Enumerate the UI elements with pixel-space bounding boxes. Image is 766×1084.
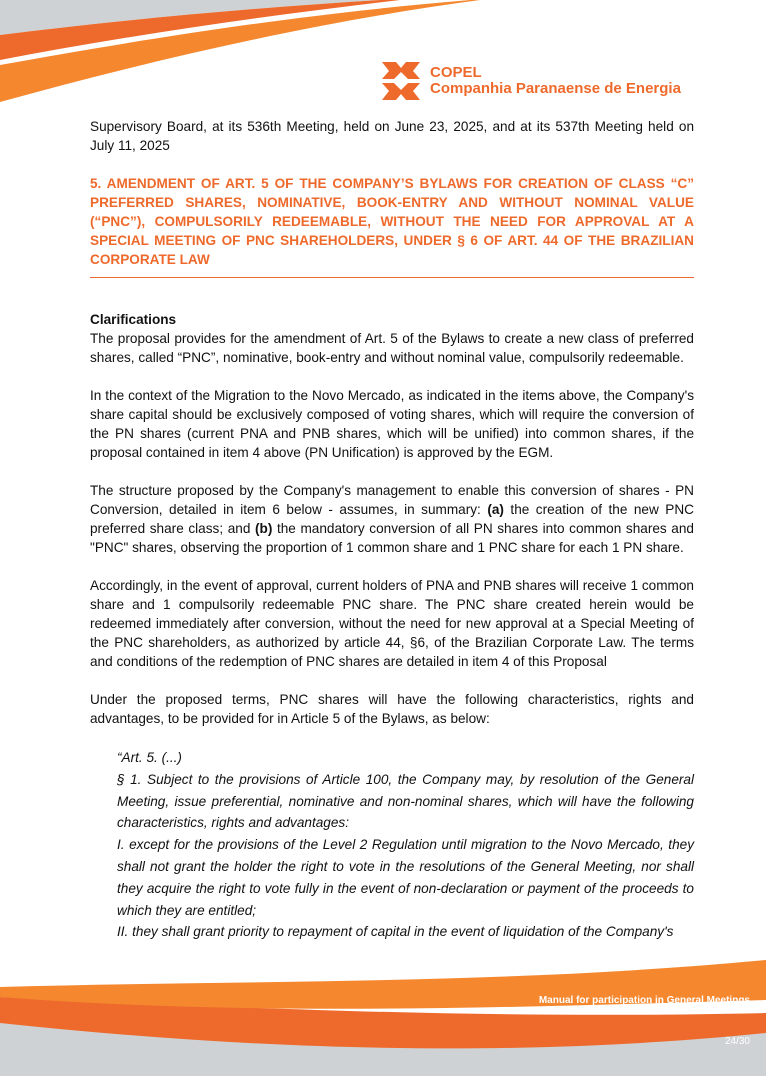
text: the mandatory conversion of all PN shares into common shares and "PNC" shares, observing the proportion of 1 common share and 1 PNC share for each 1 PN share.: [90, 521, 694, 555]
page-number: 24/30: [724, 1036, 750, 1047]
footer-title: Manual for participation in General Meetings: [538, 995, 750, 1006]
text-bold: (a): [487, 502, 504, 517]
quote-line: II. they shall grant priority to repayment of capital in the event of liquidation of the Company's: [117, 924, 674, 940]
logo-company-name: Companhia Paranaense de Energia: [430, 80, 681, 97]
text: the creation of the new PNC preferred share class; and: [90, 502, 694, 536]
text: The structure proposed by the Company's management to enable this conversion of shares - PN Conversion, detailed in item 6 below - assumes, in summary:: [90, 483, 694, 517]
paragraph: Accordingly, in the event of approval, current holders of PNA and PNB shares will receive 1 common share and 1 compulsorily redeemable PNC share. The PNC share created herein would be redeemed immediately after conversion, without the need for new approval at a Special Meeting of the PNC shareholders, as authorized by article 44, §6, of the Brazilian Corporate Law. The terms and conditions of the redemption of PNC shares are detailed in item 4 of this Proposal: [90, 578, 694, 669]
bylaws-quote: [117, 747, 694, 943]
clarifications-title: Clarifications: [90, 312, 177, 327]
section-heading: 5. AMENDMENT OF ART. 5 OF THE COMPANY’S BYLAWS FOR CREATION OF CLASS “C” PREFERRED SHARES, NOMINATIVE, BOOK-ENTRY AND WITHOUT NOMINAL VALUE (“PNC”), COMPULSORILY REDEEMABLE, WITHOUT THE NEED FOR APPROVAL AT A SPECIAL MEETING OF PNC SHAREHOLDERS, UNDER § 6 OF ART. 44 OF THE BRAZILIAN CORPORATE LAW: [90, 174, 694, 278]
intro-text: Supervisory Board, at its 536th Meeting, held on June 23, 2025, and at its 537th Meeting held on July 11, 2025: [90, 119, 694, 153]
document-body: [90, 117, 694, 943]
paragraph: The proposal provides for the amendment of Art. 5 of the Bylaws to create a new class of preferred shares, called “PNC”, nominative, book-entry and without nominal value, compulsorily redeemable.: [90, 331, 694, 365]
text-bold: (b): [255, 521, 273, 536]
quote-line: I. except for the provisions of the Level 2 Regulation until migration to the Novo Mercado, they shall not grant the holder the right to vote in the resolutions of the General Meeting, nor shall they acquire the right to vote fully in the event of non-declaration or payment of the proceeds to which they are entitled;: [117, 837, 694, 918]
quote-line: “Art. 5. (...): [117, 750, 182, 765]
paragraph: In the context of the Migration to the Novo Mercado, as indicated in the items above, the Company's share capital should be exclusively composed of voting shares, which will require the conversion of the PN shares (current PNA and PNB shares, which will be unified) into common shares, if the proposal contained in item 4 above (PN Unification) is approved by the EGM.: [90, 388, 694, 460]
quote-line: § 1. Subject to the provisions of Article 100, the Company may, by resolution of the General Meeting, issue preferential, nominative and non-nominal shares, which will have the following characteristics, rights and advantages:: [117, 771, 694, 831]
copel-logo-icon: [380, 60, 422, 102]
copel-logo: [380, 60, 681, 102]
paragraph: [90, 481, 694, 557]
logo-name: COPEL: [430, 64, 482, 81]
paragraph: Under the proposed terms, PNC shares will have the following characteristics, rights and advantages, to be provided for in Article 5 of the Bylaws, as below:: [90, 692, 694, 726]
footer-swoosh-decoration: [0, 955, 766, 1084]
